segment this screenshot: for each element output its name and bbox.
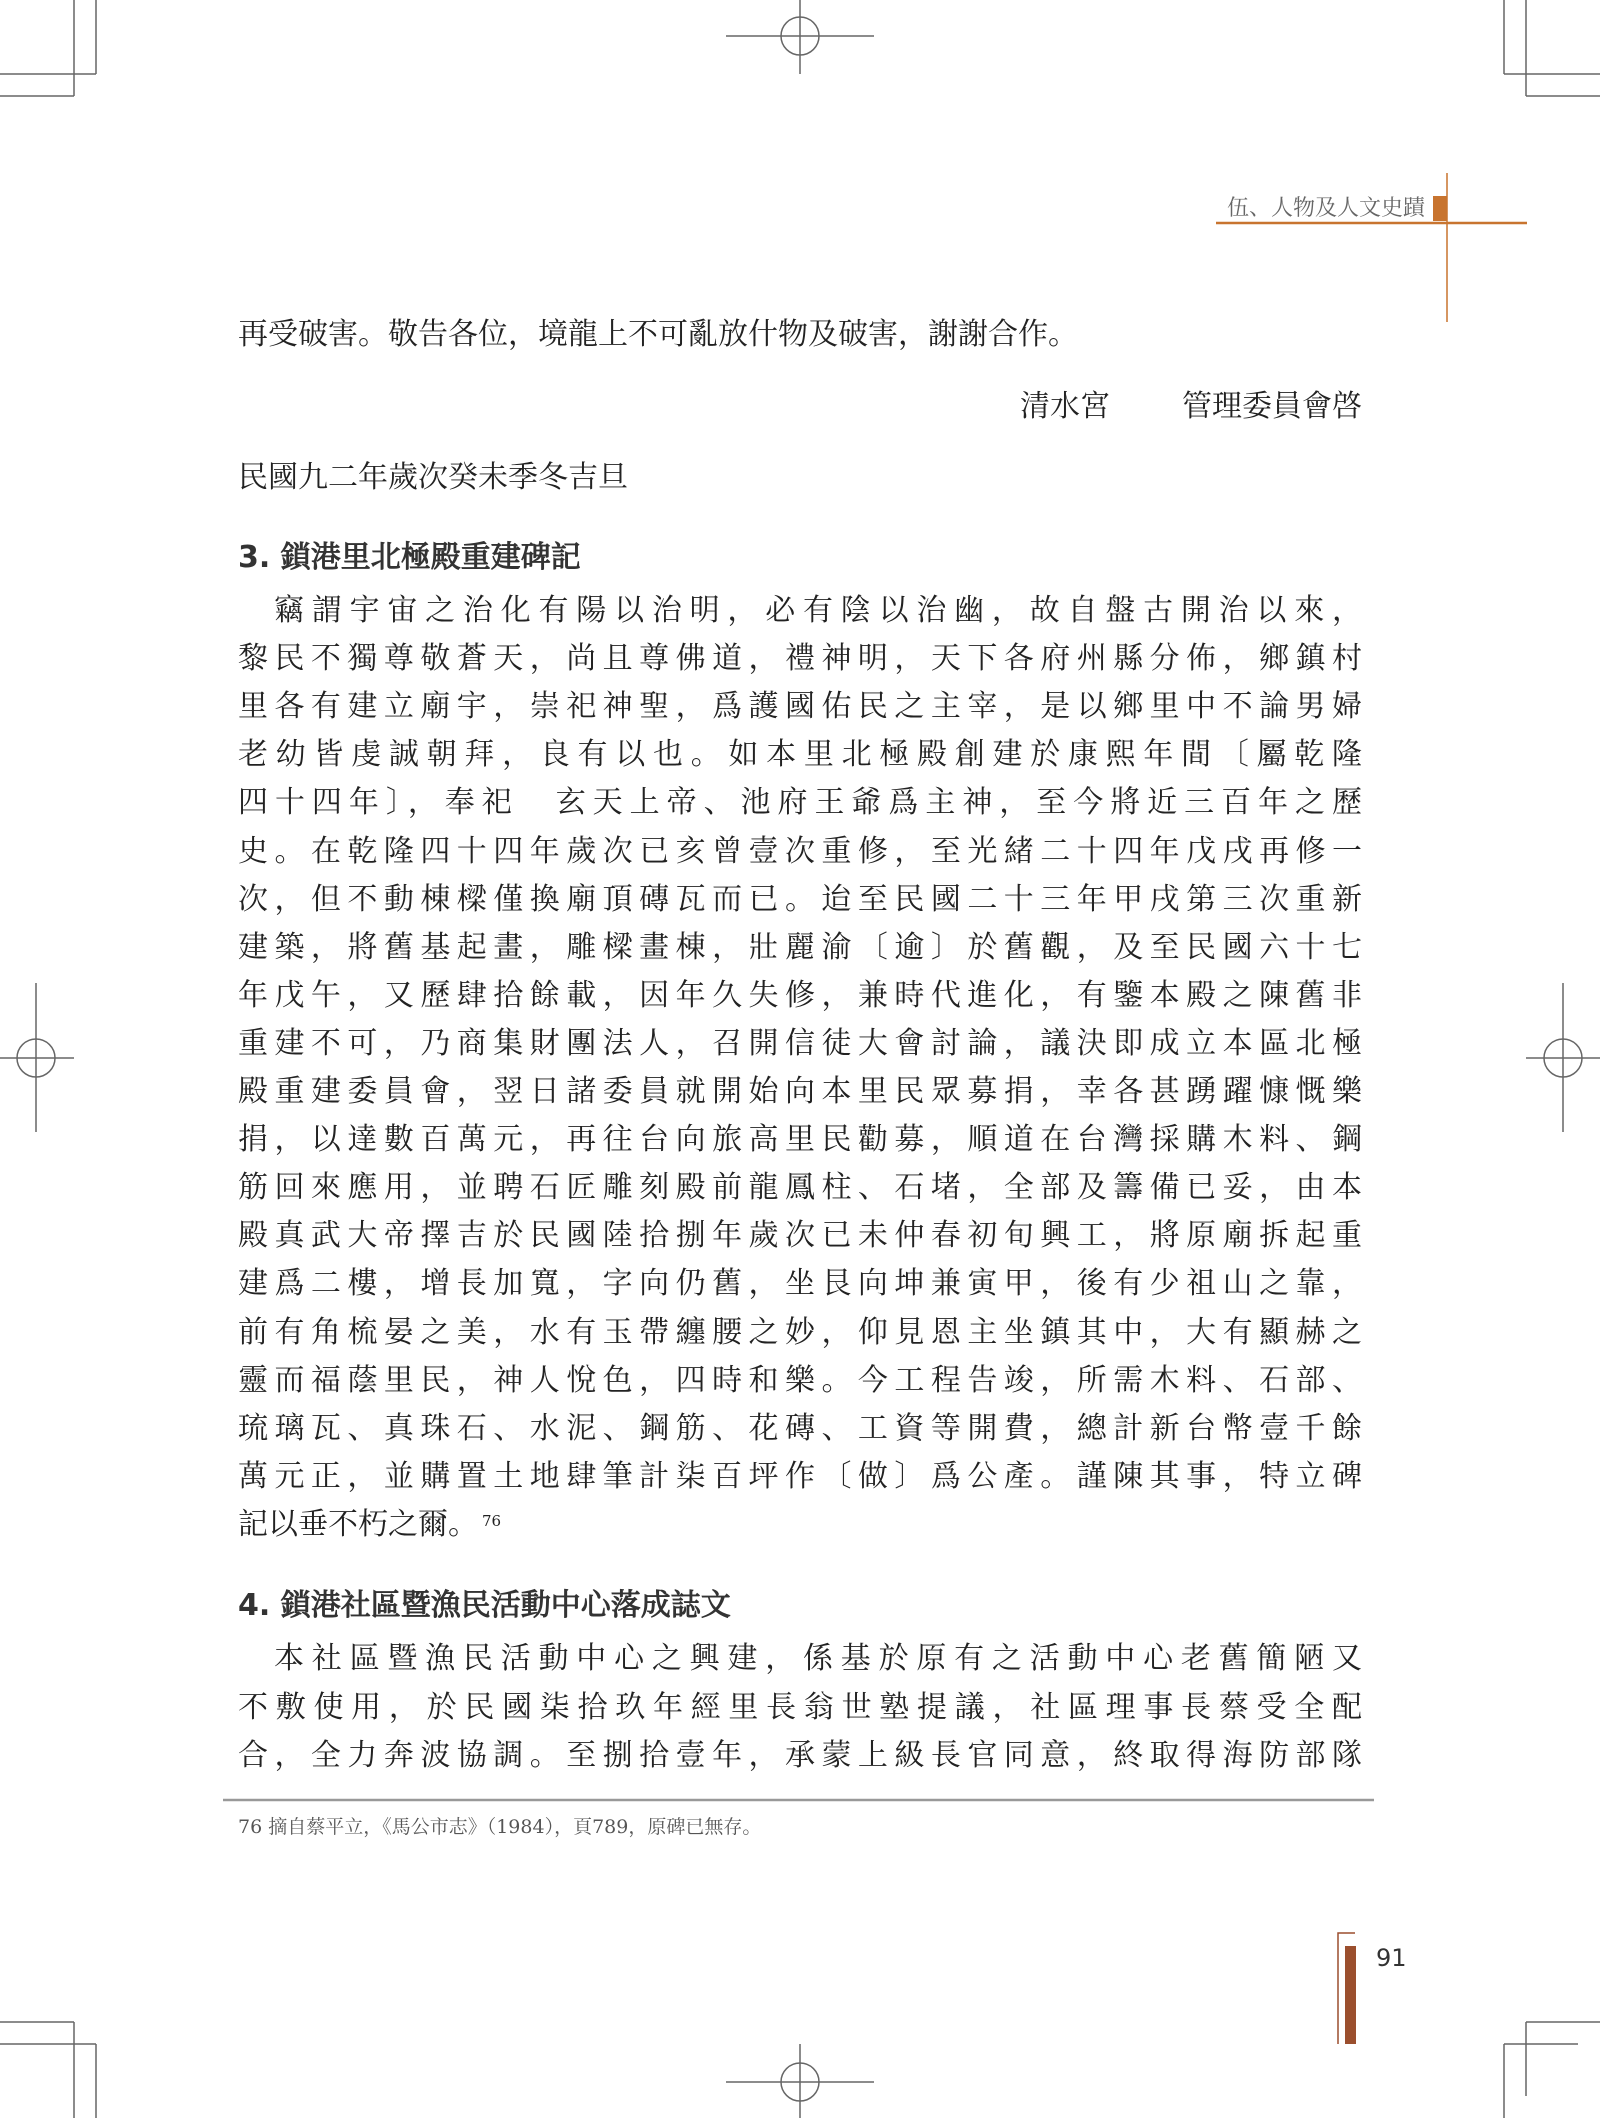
paragraph-line — [238, 1639, 1362, 1679]
line-text: 前有角梳晏之美，水有玉帶纏腰之妙，仰見恩主坐鎮其中，大有顯赫之 — [238, 1314, 1362, 1350]
line-text: 捐，以達數百萬元，再往台向旅高里民勸募，順道在台灣採購木料、鋼 — [238, 1122, 1362, 1158]
page-bar — [1345, 1946, 1356, 2044]
paragraph-line — [238, 1736, 1362, 1776]
line-text: 不敷使用，於民國柒拾玖年經里長翁世塾提議，社區理事長蔡受全配 — [238, 1689, 1362, 1725]
line-text: 四十四年〕，奉祀 玄天上帝、池府王爺爲主神，至今將近三百年之歷 — [238, 785, 1362, 821]
line-text: 筋回來應用，並聘石匠雕刻殿前龍鳳柱、石堵，全部及籌備已妥，由本 — [238, 1170, 1362, 1206]
footnote: 76 摘自蔡平立，《馬公市志》（1984），頁789，原碑已無存。 — [238, 1816, 762, 1838]
signature — [1020, 387, 1362, 427]
paragraph-line — [238, 1120, 1362, 1160]
line-text: 建爲二樓，增長加寬，字向仍舊，坐艮向坤兼寅甲，後有少祖山之靠， — [238, 1266, 1362, 1302]
line-text: 重建不可，乃商集財團法人，召開信徒大會討論，議決即成立本區北極 — [238, 1025, 1362, 1061]
line-text: 黎民不獨尊敬蒼天，尚且尊佛道，禮神明，天下各府州縣分佈，鄉鎮村 — [238, 641, 1362, 677]
paragraph-line — [238, 976, 1362, 1016]
paragraph-line — [238, 1505, 1362, 1545]
paragraph-line — [238, 783, 1362, 823]
line-text: 靈而福蔭里民，神人悅色，四時和樂。今工程告竣，所需木料、石部、 — [238, 1362, 1362, 1398]
line-text: 次，但不動棟樑僅換廟頂磚瓦而已。迨至民國二十三年甲戌第三次重新 — [238, 881, 1362, 917]
line-text: 里各有建立廟宇，崇祀神聖，爲護國佑民之主宰，是以鄉里中不論男婦 — [238, 689, 1362, 725]
paragraph-line — [238, 1688, 1362, 1728]
chapter-title: 伍、人物及人文史蹟 — [1226, 196, 1425, 221]
line-text: 老幼皆虔誠朝拜，良有以也。如本里北極殿創建於康熙年間〔屬乾隆 — [238, 737, 1362, 773]
line-text: 殿真武大帝擇吉於民國陸拾捌年歲次已未仲春初旬興工，將原廟拆起重 — [238, 1218, 1362, 1254]
header-accent-block — [1433, 196, 1447, 221]
line-text: 萬元正，並購置土地肆筆計柒百坪作〔做〕爲公產。謹陳其事，特立碑 — [238, 1458, 1362, 1494]
section-4-heading: 4. 鎖港社區暨漁民活動中心落成誌文 — [238, 1588, 731, 1623]
paragraph-line — [238, 1264, 1362, 1304]
signature-committee: 管理委員會啓 — [1182, 389, 1362, 424]
line-text: 琉璃瓦、真珠石、水泥、鋼筋、花磚、工資等開費，總計新台幣壹千餘 — [238, 1410, 1362, 1446]
paragraph-line — [238, 687, 1362, 727]
paragraph-line — [238, 1313, 1362, 1353]
page-number: 91 — [1376, 1944, 1407, 1972]
paragraph-line — [238, 880, 1362, 920]
paragraph-line — [238, 1072, 1362, 1112]
line-text: 建築，將舊基起畫，雕樑畫棟，壯麗渝〔逾〕於舊觀，及至民國六十七 — [238, 929, 1362, 965]
paragraph-line — [238, 1457, 1362, 1497]
line-text: 殿重建委員會，翌日諸委員就開始向本里民眾募捐，幸各甚踴躍慷慨樂 — [238, 1074, 1362, 1109]
line-text: 記以垂不朽之爾。 — [238, 1506, 478, 1542]
paragraph-line — [238, 591, 1362, 631]
paragraph-line — [238, 1361, 1362, 1401]
paragraph-line — [238, 832, 1362, 872]
line-text: 竊謂宇宙之治化有陽以治明，必有陰以治幽，故自盤古開治以來， — [274, 593, 1362, 628]
paragraph-line — [238, 1409, 1362, 1449]
line-text: 史。在乾隆四十四年歲次已亥曾壹次重修，至光緒二十四年戊戌再修一 — [238, 833, 1362, 869]
line-text: 本社區暨漁民活動中心之興建，係基於原有之活動中心老舊簡陋又 — [274, 1641, 1362, 1676]
paragraph-line — [238, 1168, 1362, 1208]
paragraph-line — [238, 1216, 1362, 1256]
paragraph-line — [238, 1024, 1362, 1064]
paragraph-line — [238, 928, 1362, 968]
line-text: 年戊午，又歷肆拾餘載，因年久失修，兼時代進化，有鑒本殿之陳舊非 — [238, 977, 1362, 1013]
paragraph-line — [238, 639, 1362, 679]
intro-line: 再受破害。敬告各位，境龍上不可亂放什物及破害，謝謝合作。 — [238, 317, 1078, 352]
line-text: 合，全力奔波協調。至捌拾壹年，承蒙上級長官同意，終取得海防部隊 — [238, 1738, 1362, 1774]
section-3-heading: 3. 鎖港里北極殿重建碑記 — [238, 540, 581, 575]
signature-org: 清水宮 — [1020, 389, 1110, 424]
date-line: 民國九二年歲次癸未季冬吉旦 — [238, 460, 628, 495]
paragraph-line — [238, 735, 1362, 775]
footnote-reference[interactable]: 76 — [482, 1511, 502, 1530]
